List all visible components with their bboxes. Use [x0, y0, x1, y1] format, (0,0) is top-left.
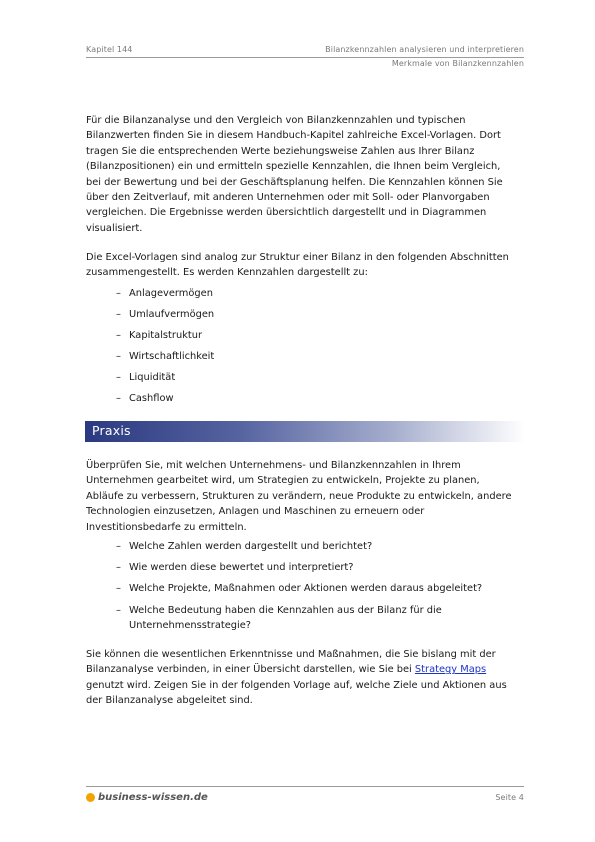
text-line: bei der Bewertung und bei der Geschäftsplanung helfen. Die Kennzahlen können Sie	[86, 176, 503, 188]
closing-paragraph	[86, 647, 526, 709]
list-item-label: Wirtschaftlichkeit	[129, 351, 215, 362]
question-item: – Welche Zahlen werden dargestellt und berichtet?	[116, 541, 373, 552]
praxis-questions	[116, 540, 526, 633]
list-item: – Cashflow	[116, 393, 174, 404]
list-item: – Wirtschaftlichkeit	[116, 351, 215, 362]
header-title: Bilanzkennzahlen analysieren und interpretieren	[325, 45, 524, 54]
header-subtitle: Merkmale von Bilanzkennzahlen	[391, 59, 524, 68]
text-line: Die Excel-Vorlagen sind analog zur Struktur einer Bilanz in den folgenden Abschnitten	[86, 252, 509, 263]
text-line: (Bilanzpositionen) ein und ermitteln spezielle Kennzahlen, die Ihnen beim Vergleich,	[86, 161, 501, 173]
text-line: Für die Bilanzanalyse und den Vergleich von Bilanzkennzahlen und typischen	[86, 115, 466, 126]
text-line: Überprüfen Sie, mit welchen Unternehmens- und Bilanzkennzahlen in Ihrem	[86, 460, 461, 471]
footer-logo: business-wissen.de	[98, 792, 208, 803]
question-text: Welche Zahlen werden dargestellt und berichtet?	[129, 541, 373, 552]
text-line: Bilanzwerten finden Sie in diesem Handbuch-Kapitel zahlreiche Excel-Vorlagen. Dort	[86, 130, 501, 142]
list-item-label: Umlaufvermögen	[129, 309, 215, 320]
text-line: genutzt wird. Zeigen Sie in der folgenden Vorlage auf, welche Ziele und Aktionen aus	[86, 679, 507, 691]
strategy-maps-link[interactable]: Strategy Maps	[414, 664, 487, 676]
text-line: Sie können die wesentlichen Erkenntnisse und Maßnahmen, die Sie bislang mit der	[86, 649, 496, 660]
text-line: zusammengestellt. Es werden Kennzahlen dargestellt zu:	[86, 267, 368, 279]
header-rule	[86, 57, 524, 58]
question-item: – Welche Bedeutung haben die Kennzahlen aus der Bilanz für die Unternehmensstrategie?	[116, 605, 442, 631]
list-item-label: Liquidität	[129, 372, 176, 383]
list-item: – Anlagevermögen	[116, 288, 213, 299]
text-line: über den Zeitverlauf, mit anderen Unternehmen oder mit Soll- oder Planvorgaben	[86, 192, 490, 204]
chapter-label: Kapitel 144	[86, 45, 133, 54]
intro-paragraph-2	[86, 250, 522, 281]
question-text: Welche Projekte, Maßnahmen oder Aktionen werden daraus abgeleitet?	[129, 583, 483, 594]
text-line: vergleichen. Die Ergebnisse werden übersichtlich dargestellt und in Diagrammen	[86, 207, 487, 219]
question-text: Unternehmensstrategie?	[129, 620, 252, 631]
praxis-heading-bar	[85, 421, 525, 442]
praxis-paragraph	[86, 458, 522, 535]
question-text: Welche Bedeutung haben die Kennzahlen aus der Bilanz für die	[129, 605, 442, 616]
text-line: der Bilanzanalyse abgeleitet sind.	[86, 695, 253, 707]
footer-rule	[86, 786, 524, 787]
list-item-label: Kapitalstruktur	[129, 330, 203, 341]
list-item-label: Cashflow	[129, 393, 174, 404]
text-line	[86, 662, 526, 677]
list-item-label: Anlagevermögen	[129, 288, 213, 299]
text-line: Technologien einzusetzen, Anlagen und Maschinen zu erneuern oder	[86, 506, 425, 518]
text-line: Abläufe zu verbessern, Strukturen zu verändern, neue Produkte zu entwickeln, andere	[86, 490, 512, 502]
list-item: – Kapitalstruktur	[116, 330, 203, 341]
question-text: Wie werden diese bewertet und interpretiert?	[129, 562, 354, 573]
text-line: Unternehmen gearbeitet wird, um Strategien zu entwickeln, Projekte zu planen,	[86, 475, 480, 487]
text-line: Investitionsbedarfe zu ermitteln.	[86, 521, 247, 533]
kennzahlen-list	[116, 287, 214, 406]
praxis-heading: Praxis	[92, 423, 131, 438]
logo-dot-icon	[86, 793, 95, 802]
text-line: visualisiert.	[86, 222, 143, 234]
page-number: Seite 4	[495, 793, 524, 802]
question-item: – Wie werden diese bewertet und interpretiert?	[116, 562, 354, 573]
list-item: – Umlaufvermögen	[116, 309, 215, 320]
text-line: tragen Sie die entsprechenden Werte beziehungsweise Zahlen aus Ihrer Bilanz	[86, 145, 475, 157]
list-item: – Liquidität	[116, 372, 176, 383]
intro-paragraph-1	[86, 113, 522, 236]
text-span: Bilanzanalyse verbinden, in einer Übersicht darstellen, wie Sie bei	[86, 664, 415, 676]
question-item: – Welche Projekte, Maßnahmen oder Aktionen werden daraus abgeleitet?	[116, 583, 483, 594]
